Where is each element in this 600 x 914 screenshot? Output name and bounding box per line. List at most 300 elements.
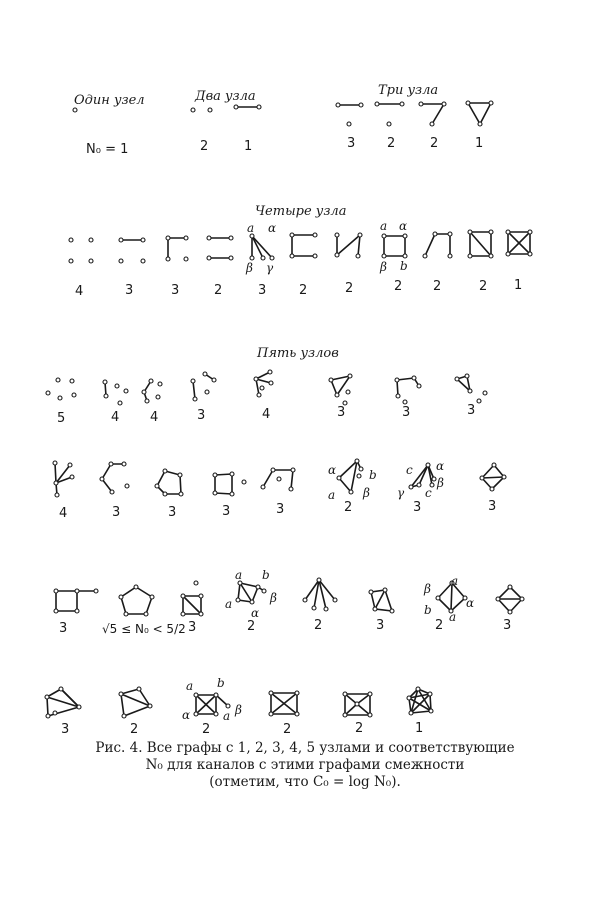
num-3-1: 2: [387, 136, 396, 151]
graph-node: [403, 254, 407, 258]
graph-node: [433, 232, 437, 236]
graph-node: [150, 595, 154, 599]
num-5c-2: 3: [188, 620, 197, 635]
figure-caption: [40, 740, 570, 791]
num-5c-4: 2: [314, 618, 323, 633]
graph-edge: [432, 104, 444, 124]
num-5a-0: 5: [57, 411, 66, 426]
graph-edge: [425, 234, 435, 256]
graph-edge: [291, 470, 293, 489]
graph-edge: [55, 463, 56, 483]
num-4-5: 2: [299, 283, 308, 298]
graph-node: [163, 492, 167, 496]
graph-node: [489, 101, 493, 105]
graph-node: [412, 376, 416, 380]
graph-node: [343, 713, 347, 717]
num-4-10: 1: [514, 278, 523, 293]
graph-node: [336, 103, 340, 107]
graph-node: [124, 389, 128, 393]
graph-node: [358, 233, 362, 237]
lbl-b: b: [262, 568, 270, 582]
graph-node: [145, 399, 149, 403]
num-5c-1: √5 ≤ N₀ < 5/2: [102, 622, 186, 636]
graph-node: [508, 610, 512, 614]
graph-node: [70, 379, 74, 383]
num-5a-2: 4: [150, 410, 159, 425]
header-two-nodes: Два узла: [195, 89, 256, 104]
graph-node: [333, 598, 337, 602]
graph-node: [179, 492, 183, 496]
graph-node: [229, 236, 233, 240]
graph-node: [137, 687, 141, 691]
number-labels: [57, 136, 522, 737]
num-4-1: 3: [125, 283, 134, 298]
graph-node: [261, 485, 265, 489]
graph-node: [403, 234, 407, 238]
num-5d-2: 2: [202, 722, 211, 737]
graph-node: [383, 588, 387, 592]
num-4-8: 2: [433, 279, 442, 294]
graph-node: [313, 254, 317, 258]
graph-node: [477, 399, 481, 403]
lbl-alpha: α: [436, 459, 445, 473]
lbl-beta: β: [380, 260, 387, 274]
graph-node: [396, 394, 400, 398]
graph-node: [72, 393, 76, 397]
graph-node: [226, 704, 230, 708]
graph-edge: [385, 590, 392, 611]
graph-edge: [180, 475, 181, 494]
graph-node: [155, 484, 159, 488]
graph-node: [104, 394, 108, 398]
num-5a-7: 3: [467, 403, 476, 418]
graph-edge: [510, 599, 522, 612]
graph-node: [335, 233, 339, 237]
graph-node: [53, 461, 57, 465]
graph-node: [194, 693, 198, 697]
graph-node: [250, 600, 254, 604]
graph-node: [75, 609, 79, 613]
graph-node: [242, 480, 246, 484]
graph-node: [312, 606, 316, 610]
graph-node: [295, 691, 299, 695]
graph-edge: [47, 697, 48, 716]
num-5c-3: 2: [247, 619, 256, 634]
graph-edge: [411, 711, 431, 713]
graph-node: [69, 238, 73, 242]
lbl-b: b: [424, 603, 432, 617]
graph-node: [89, 238, 93, 242]
graph-node: [213, 491, 217, 495]
graph-node: [262, 589, 266, 593]
graph-node: [212, 378, 216, 382]
graph-node: [329, 378, 333, 382]
graph-edge: [397, 378, 414, 380]
graph-node: [355, 459, 359, 463]
graph-node: [125, 484, 129, 488]
graph-node: [390, 609, 394, 613]
graph-node: [53, 711, 57, 715]
graph-edge: [339, 478, 351, 492]
num-4-2: 3: [171, 283, 180, 298]
graph-node: [359, 467, 363, 471]
graph-node: [448, 232, 452, 236]
graph-node: [55, 493, 59, 497]
graph-edge: [480, 103, 491, 124]
graph-node: [428, 692, 432, 696]
lbl-alpha: α: [328, 463, 337, 477]
graph-node: [270, 256, 274, 260]
graph-edge: [121, 694, 124, 716]
num-5a-3: 3: [197, 408, 206, 423]
num-5c-6: 2: [435, 618, 444, 633]
graph-node: [395, 378, 399, 382]
graph-node: [207, 236, 211, 240]
graph-node: [400, 102, 404, 106]
graph-node: [156, 395, 160, 399]
graph-node: [184, 236, 188, 240]
graph-node: [46, 391, 50, 395]
graph-edge: [146, 597, 152, 614]
graph-node: [416, 687, 420, 691]
header-four-nodes: Четыре узла: [255, 204, 347, 219]
graph-node: [256, 585, 260, 589]
graph-node: [347, 122, 351, 126]
graph-node: [203, 372, 207, 376]
graph-node: [208, 108, 212, 112]
graph-node: [496, 597, 500, 601]
num-5d-3: 2: [283, 722, 292, 737]
graph-node: [45, 695, 49, 699]
graph-node: [269, 691, 273, 695]
graph-node: [56, 378, 60, 382]
graph-edge: [371, 592, 375, 609]
graph-node: [368, 713, 372, 717]
graph-node: [199, 594, 203, 598]
graph-node: [348, 374, 352, 378]
graph-edge: [482, 465, 494, 478]
graph-node: [335, 253, 339, 257]
graph-node: [426, 463, 430, 467]
graph-edge: [238, 583, 240, 600]
caption-line-3: (отметим, что C₀ = log N₀).: [209, 774, 401, 790]
graph-node: [149, 379, 153, 383]
graph-node: [432, 477, 436, 481]
num-5a-5: 3: [337, 405, 346, 420]
num-5d-0: 3: [61, 722, 70, 737]
num-5a-4: 4: [262, 407, 271, 422]
graph-node: [134, 585, 138, 589]
num-5a-1: 4: [111, 410, 120, 425]
lbl-a: a: [247, 221, 255, 235]
graph-node: [229, 256, 233, 260]
graph-node: [103, 380, 107, 384]
graph-node: [230, 472, 234, 476]
graph-node: [387, 122, 391, 126]
lbl-a: a: [186, 679, 194, 693]
graph-node: [382, 234, 386, 238]
graph-node: [355, 702, 359, 706]
lbl-a: a: [235, 568, 243, 582]
num-4-4: 3: [258, 283, 267, 298]
lbl-a: a: [380, 219, 388, 233]
header-three-nodes: Три узла: [378, 83, 439, 98]
graph-node: [109, 462, 113, 466]
graph-edge: [215, 474, 232, 475]
graph-node: [343, 692, 347, 696]
lbl-a: a: [449, 610, 457, 624]
lbl-alpha: α: [251, 606, 260, 620]
lbl-c: c: [406, 463, 413, 477]
graph-node: [69, 259, 73, 263]
lbl-b: b: [400, 259, 408, 273]
graph-node: [59, 687, 63, 691]
graph-node: [528, 230, 532, 234]
graph-node: [349, 490, 353, 494]
graph-node: [520, 597, 524, 601]
graph-node: [94, 589, 98, 593]
caption-line-1: Рис. 4. Все графы с 1, 2, 3, 4, 5 узлами и соответствующие: [95, 740, 515, 756]
graph-node: [184, 257, 188, 261]
graph-node: [430, 122, 434, 126]
graph-edge: [438, 583, 452, 598]
graph-node: [375, 102, 379, 106]
graph-edge: [102, 464, 111, 479]
num-5a-6: 3: [402, 405, 411, 420]
graph-node: [290, 254, 294, 258]
graph-node: [214, 712, 218, 716]
graph-node: [409, 711, 413, 715]
graph-node: [119, 595, 123, 599]
graph-node: [234, 105, 238, 109]
graph-node: [489, 230, 493, 234]
lbl-a: a: [328, 488, 336, 502]
graph-node: [442, 102, 446, 106]
num-4-6: 2: [345, 281, 354, 296]
lbl-beta: β: [363, 486, 370, 500]
graph-node: [148, 704, 152, 708]
num-4-7: 2: [394, 279, 403, 294]
graph-node: [277, 477, 281, 481]
num-5c-0: 3: [59, 621, 68, 636]
num-5d-1: 2: [130, 722, 139, 737]
graph-node: [163, 469, 167, 473]
num-5b-4: 3: [276, 502, 285, 517]
graph-edge: [48, 707, 79, 716]
graph-node: [382, 254, 386, 258]
num-5c-7: 3: [503, 618, 512, 633]
caption-line-2: N₀ для каналов с этими графами смежности: [145, 757, 465, 773]
graph-node: [73, 108, 77, 112]
graph-node: [214, 693, 218, 697]
graph-edge: [337, 235, 360, 255]
graph-node: [468, 254, 472, 258]
num-5d-5: 1: [415, 721, 424, 736]
graph-node: [291, 468, 295, 472]
graph-node: [250, 256, 254, 260]
lbl-beta: β: [246, 261, 253, 275]
graph-node: [77, 705, 81, 709]
graph-node: [490, 487, 494, 491]
graph-node: [502, 475, 506, 479]
num-2-1: 1: [244, 139, 253, 154]
graph-node: [508, 585, 512, 589]
graph-node: [295, 712, 299, 716]
lbl-alpha: α: [182, 708, 191, 722]
graph-node: [54, 609, 58, 613]
graph-node: [205, 390, 209, 394]
graph-node: [324, 607, 328, 611]
graph-node: [268, 370, 272, 374]
num-5b-3: 3: [222, 504, 231, 519]
graph-node: [124, 612, 128, 616]
lbl-b: b: [369, 468, 377, 482]
graph-node: [409, 485, 413, 489]
graph-node: [317, 578, 321, 582]
graph-node: [122, 462, 126, 466]
graph-node: [369, 590, 373, 594]
graph-node: [492, 463, 496, 467]
graph-node: [313, 233, 317, 237]
num-4-3: 2: [214, 283, 223, 298]
graph-node: [122, 714, 126, 718]
graph-node: [423, 254, 427, 258]
graph-node: [357, 474, 361, 478]
lbl-alpha: α: [268, 221, 277, 235]
graph-edge: [183, 596, 201, 614]
graph-node: [158, 382, 162, 386]
lbl-alpha: α: [399, 219, 408, 233]
graph-node: [193, 397, 197, 401]
graph-node: [271, 468, 275, 472]
graph-node: [335, 393, 339, 397]
graph-node: [407, 696, 411, 700]
graph-node: [417, 483, 421, 487]
graph-edge: [482, 477, 504, 478]
graph-node: [68, 463, 72, 467]
graph-node: [89, 259, 93, 263]
lbl-c: c: [425, 486, 432, 500]
graph-edge: [215, 493, 232, 494]
graph-edge: [121, 587, 136, 597]
graph-edge: [124, 706, 150, 716]
graph-node: [290, 233, 294, 237]
num-3-2: 2: [430, 136, 439, 151]
graph-node: [144, 612, 148, 616]
graph-node: [269, 381, 273, 385]
graph-node: [436, 596, 440, 600]
graph-node: [75, 589, 79, 593]
graph-node: [142, 390, 146, 394]
graph-node: [303, 598, 307, 602]
graph-node: [194, 712, 198, 716]
graph-node: [166, 257, 170, 261]
graph-node: [118, 401, 122, 405]
num-5b-0: 4: [59, 506, 68, 521]
graph-node: [191, 379, 195, 383]
graph-node: [236, 598, 240, 602]
graph-node: [337, 476, 341, 480]
header-one-node: Один узел: [74, 93, 145, 108]
graph-node: [46, 714, 50, 718]
graph-node: [346, 390, 350, 394]
graph-node: [466, 101, 470, 105]
graph-node: [54, 481, 58, 485]
graph-node: [506, 230, 510, 234]
graph-node: [119, 692, 123, 696]
graph-node: [489, 254, 493, 258]
lbl-alpha: α: [466, 596, 475, 610]
graph-node: [141, 238, 145, 242]
graph-edge: [193, 381, 195, 399]
graph-node: [468, 389, 472, 393]
graph-edge: [121, 597, 126, 614]
graph-edge: [357, 704, 370, 715]
graph-node: [257, 393, 261, 397]
graph-node: [254, 377, 258, 381]
lbl-beta: β: [437, 476, 444, 490]
num-5b-7: 3: [488, 499, 497, 514]
graph-node: [478, 122, 482, 126]
num-4-0: 4: [75, 284, 84, 299]
graph-node: [373, 607, 377, 611]
graph-edge: [121, 689, 139, 694]
graph-node: [178, 473, 182, 477]
graph-edge: [263, 470, 273, 487]
graph-node: [455, 377, 459, 381]
graph-node: [356, 254, 360, 258]
graph-node: [230, 492, 234, 496]
graph-node: [58, 396, 62, 400]
graph-node: [260, 386, 264, 390]
num-5b-5: 2: [344, 500, 353, 515]
graph-node: [506, 252, 510, 256]
lbl-a: a: [225, 597, 233, 611]
graph-node: [448, 254, 452, 258]
graph-node: [119, 259, 123, 263]
graph-node: [465, 374, 469, 378]
graph-node: [54, 589, 58, 593]
graph-node: [141, 259, 145, 263]
lbl-beta: β: [270, 591, 277, 605]
graph-edge: [136, 587, 152, 597]
lbl-gamma: γ: [266, 261, 274, 275]
graph-edge: [468, 103, 480, 124]
graph-node: [110, 490, 114, 494]
lbl-a: a: [451, 574, 459, 588]
graph-node: [429, 709, 433, 713]
graph-node: [194, 581, 198, 585]
num-5b-2: 3: [168, 505, 177, 520]
num-3-3: 1: [475, 136, 484, 151]
graph-node: [119, 238, 123, 242]
graph-node: [213, 473, 217, 477]
num-2-0: 2: [200, 139, 209, 154]
graph-node: [419, 102, 423, 106]
lbl-a: a: [223, 709, 231, 723]
graph-edge: [358, 235, 360, 256]
graph-node: [528, 252, 532, 256]
graph-node: [115, 384, 119, 388]
graph-node: [100, 477, 104, 481]
lbl-gamma: γ: [397, 486, 405, 500]
lbl-b: b: [217, 676, 225, 690]
graph-edge: [375, 609, 392, 611]
graph-node: [207, 256, 211, 260]
graph-node: [417, 384, 421, 388]
graph-node: [70, 475, 74, 479]
graph-edge: [470, 232, 491, 256]
